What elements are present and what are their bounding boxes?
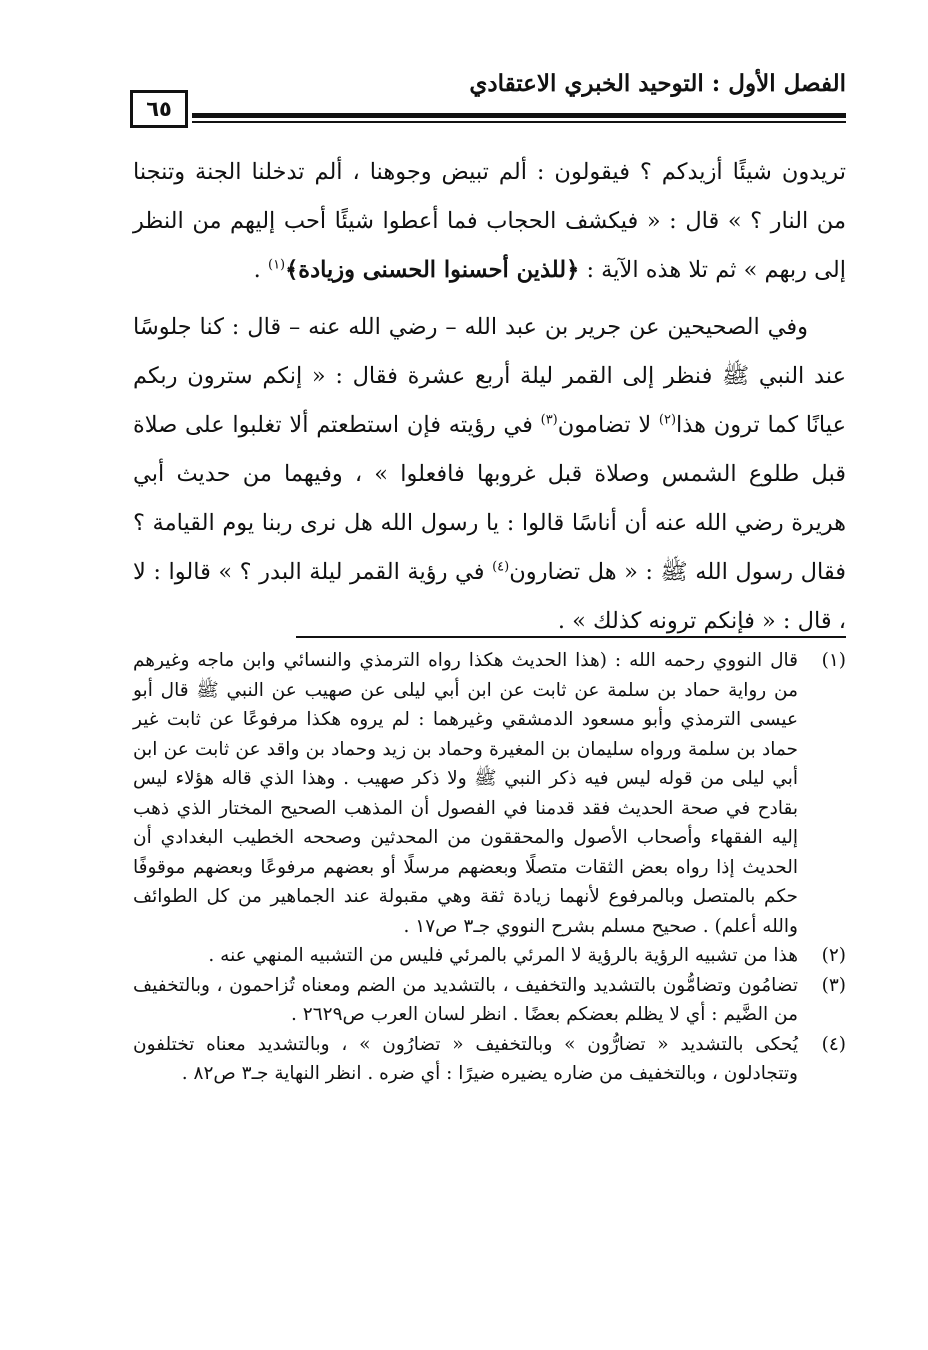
footnote-text: يُحكى بالتشديد « تضارُّون » وبالتخفيف « تضارُون » ، وبالتشديد معناه تختلفون وتتجادلون ، وبالتخفيف من ضاره يضيره ضيرًا : أي ضره . انظر النهاية جـ٣ ص٨٢ . (133, 1033, 798, 1084)
paragraph-2-part-a: وفي الصحيحين عن جرير بن عبد الله – رضي الله عنه – قال : كنا جلوسًا عند النبي ﷺ فنظر إلى القمر ليلة أربع عشرة فقال : « إنكم سترون ربكم عيانًا كما ترون هذا (133, 314, 846, 438)
footnote-3 (133, 971, 846, 1030)
footnotes (133, 646, 846, 1089)
footnote-number: (٣) (821, 974, 846, 996)
paragraph-2-part-c: في رؤيته فإن استطعتم ألا تغلبوا على صلاة قبل طلوع الشمس وصلاة قبل غروبها فافعلوا » ، وفيهما من حديث أبي هريرة رضي الله عنه أن أناسًا قالوا : يا رسول الله هل نرى ربنا يوم القيامة ؟ فقال رسول الله ﷺ : « هل تضارون (133, 412, 846, 585)
paragraph-2-part-d: في رؤية القمر ليلة البدر ؟ » قالوا : لا ، قال : « فإنكم ترونه كذلك » . (133, 559, 846, 634)
paragraph-1-end: . (253, 257, 268, 283)
page-number: ٦٥ (130, 90, 188, 128)
paragraph-2 (133, 303, 846, 646)
footnote-1 (133, 646, 846, 941)
footnote-ref-3: (٣) (540, 412, 558, 428)
paragraph-1-text: تريدون شيئًا أزيدكم ؟ فيقولون : ألم تبيض وجوهنا ، ألم تدخلنا الجنة وتنجنا من النار ؟ » قال : « فيكشف الحجاب فما أعطوا شيئًا أحب إليهم من النظر إلى ربهم » ثم تلا هذه الآية : (133, 159, 846, 283)
quran-verse: ﴿للذين أحسنوا الحسنى وزيادة﴾ (285, 257, 580, 283)
paragraph-2-part-b: لا تضامون (557, 412, 659, 438)
footnote-text: قال النووي رحمه الله : (هذا الحديث هكذا رواه الترمذي والنسائي وابن ماجه وغيرهم من رواية حماد بن سلمة عن ثابت عن ابن أبي ليلى عن صهيب عن النبي ﷺ قال أبو عيسى الترمذي وأبو مسعود الدمشقي وغيرهما : لم يروه هكذا مرفوعًا عن ثابت غير حماد بن سلمة ورواه سليمان بن المغيرة وحماد بن زيد وحماد بن واقد عن ثابت عن ابن أبي ليلى من قوله ليس فيه ذكر النبي ﷺ ولا ذكر صهيب . وهذا الذي قاله هؤلاء ليس بقادح في صحة الحديث فقد قدمنا في الفصول أن المذهب الصحيح المختار الذي ذهب إليه الفقهاء وأصحاب الأصول والمحققون من المحدثين وصححه الخطيب البغدادي أن الحديث إذا رواه بعض الثقات متصلًا وبعضهم مرسلًا أو بعضهم مرفوعًا وبعضهم موقوفًا حكم بالمتصل وبالمرفوع لأنهما زيادة ثقة وهي مقبولة عند الجماهير من كل الطوائف والله أعلم) . صحيح مسلم بشرح النووي جـ٣ ص١٧ . (133, 650, 798, 937)
footnote-ref-4: (٤) (492, 559, 510, 575)
footnote-ref-2: (٢) (658, 412, 677, 428)
paragraph-1 (133, 148, 846, 295)
footnote-text: تضامُون وتضامُّون بالتشديد والتخفيف ، بالتشديد من الضم ومعناه تُزاحمون ، وبالتخفيف من الضَّيم : أي لا يظلم بعضكم بعضًا . انظر لسان العرب ص٢٦٢٩ . (133, 974, 798, 1025)
footnote-ref-1: (١) (267, 257, 286, 273)
footnote-number: (٤) (821, 1033, 846, 1055)
footnote-2 (133, 941, 846, 971)
footnote-text: هذا من تشبيه الرؤية بالرؤية لا المرئي بالمرئي فليس من التشبيه المنهي عنه . (208, 945, 798, 966)
running-title: الفصل الأول : التوحيد الخبري الاعتقادي (469, 70, 846, 97)
header-rule-thick (192, 113, 846, 118)
main-text (133, 148, 846, 646)
footnote-number: (١) (821, 650, 846, 671)
footnote-number: (٢) (821, 945, 846, 966)
header-rule-thin (192, 121, 846, 123)
footnote-4 (133, 1030, 846, 1089)
footnote-divider (296, 636, 846, 638)
